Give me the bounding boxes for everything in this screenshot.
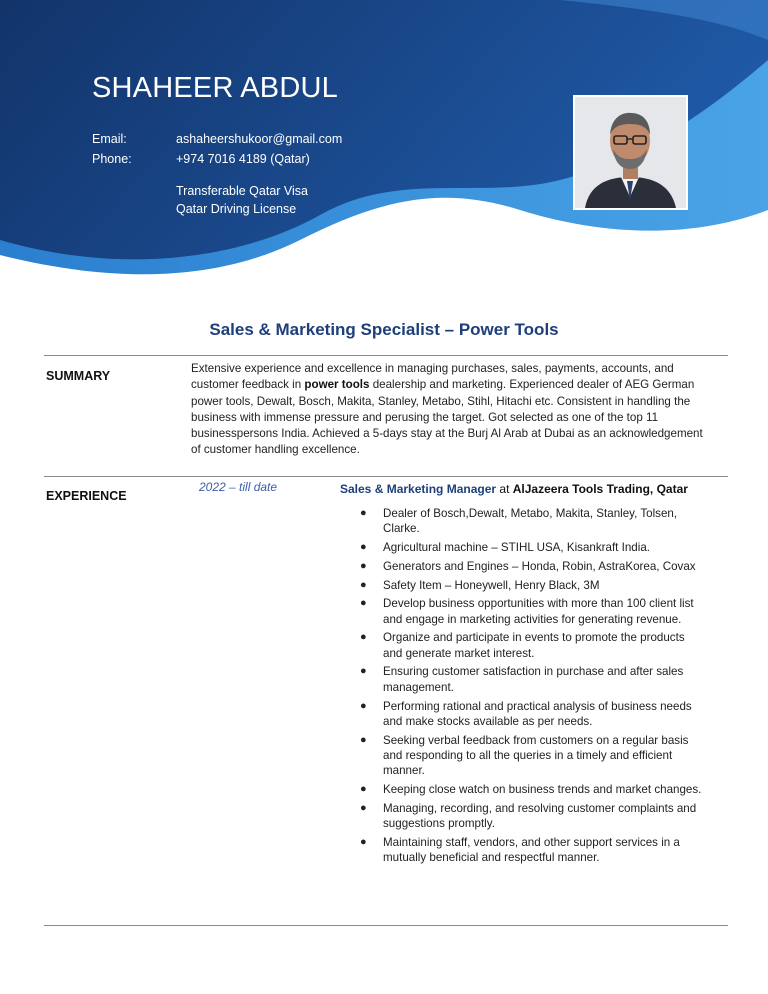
list-item	[360, 835, 702, 866]
list-item	[360, 801, 702, 832]
company-name: AlJazeera Tools Trading, Qatar	[512, 482, 688, 496]
list-item	[360, 506, 702, 537]
experience-label: EXPERIENCE	[46, 489, 127, 503]
duty-text: Ensuring customer satisfaction in purchase and after sales management.	[383, 665, 684, 694]
duty-text: Agricultural machine – STIHL USA, Kisankraft India.	[383, 541, 650, 555]
bullet-icon: ●	[360, 733, 367, 746]
list-item	[360, 596, 702, 627]
summary-label: SUMMARY	[46, 369, 111, 383]
list-item	[360, 699, 702, 730]
bullet-icon: ●	[360, 699, 367, 712]
bullet-icon: ●	[360, 783, 367, 796]
divider	[44, 355, 728, 356]
divider	[44, 925, 728, 926]
bullet-icon: ●	[360, 541, 367, 554]
bullet-icon: ●	[360, 597, 367, 610]
list-item	[360, 782, 702, 797]
duty-text: Generators and Engines – Honda, Robin, AstraKorea, Covax	[383, 559, 696, 573]
list-item	[360, 630, 702, 661]
license-note: Qatar Driving License	[176, 202, 297, 216]
list-item	[360, 559, 702, 574]
bullet-icon: ●	[360, 801, 367, 814]
phone-row	[92, 152, 310, 166]
list-item	[360, 540, 702, 555]
duty-text: Organize and participate in events to promote the products and generate market interest.	[383, 631, 685, 660]
bullet-icon: ●	[360, 631, 367, 644]
divider	[44, 476, 728, 477]
portrait-illustration	[575, 97, 686, 208]
bullet-icon: ●	[360, 507, 367, 519]
list-item	[360, 664, 702, 695]
duties-list	[360, 506, 702, 869]
summary-text	[191, 361, 711, 459]
role-at: at	[496, 482, 513, 496]
bullet-icon: ●	[360, 665, 367, 678]
email-row	[92, 132, 342, 146]
phone-label: Phone:	[92, 152, 132, 166]
duty-text: Dealer of Bosch,Dewalt, Metabo, Makita, Stanley, Tolsen, Clarke.	[383, 507, 678, 536]
bullet-icon: ●	[360, 578, 367, 591]
duty-text: Performing rational and practical analysis of business needs and make stocks available as per needs.	[383, 699, 692, 728]
summary-text-part: dealership and marketing. Experienced dealer of AEG German power tools, Dewalt, Bosch, Makita, Stanley, Metabo, Stihl, Hitachi etc. Consistent in handling the business with immense pressure and perusing the target. Got selected as one of the top 11 businesspersons India. Achieved a 5-days stay at the Burj Al Arab at Dubai as an acknowledgement of customer handling excellence.	[191, 378, 703, 457]
duty-text: Keeping close watch on business trends and market changes.	[383, 783, 702, 797]
role-line	[340, 482, 688, 496]
experience-period: 2022 – till date	[199, 480, 278, 494]
list-item	[360, 733, 702, 779]
summary-highlight: power tools	[304, 378, 370, 392]
phone-value[interactable]: +974 7016 4189 (Qatar)	[176, 152, 310, 166]
duty-text: Managing, recording, and resolving customer complaints and suggestions promptly.	[383, 801, 697, 831]
profile-photo	[573, 95, 688, 210]
bullet-icon: ●	[360, 835, 367, 848]
job-title: Sales & Marketing Specialist – Power Tools	[209, 320, 559, 339]
role-title: Sales & Marketing Manager	[340, 482, 497, 496]
visa-note: Transferable Qatar Visa	[176, 184, 309, 198]
duty-text: Maintaining staff, vendors, and other support services in a mutually beneficial and respectful manner.	[383, 835, 680, 865]
candidate-name: SHAHEER ABDUL	[92, 72, 338, 104]
email-label: Email:	[92, 132, 127, 146]
duty-text: Safety Item – Honeywell, Henry Black, 3M	[383, 578, 600, 592]
bullet-icon: ●	[360, 559, 367, 572]
email-value[interactable]: ashaheershukoor@gmail.com	[176, 132, 343, 146]
summary-text-part: Extensive experience and excellence in managing purchases, sales, payments, accounts, and customer feedback in	[191, 362, 674, 392]
list-item	[360, 578, 702, 593]
duty-text: Develop business opportunities with more than 100 client list and engage in marketing activities for generating revenue.	[383, 597, 694, 626]
duty-text: Seeking verbal feedback from customers on a regular basis and responding to all the queries in a timely and efficient manner.	[383, 733, 689, 778]
